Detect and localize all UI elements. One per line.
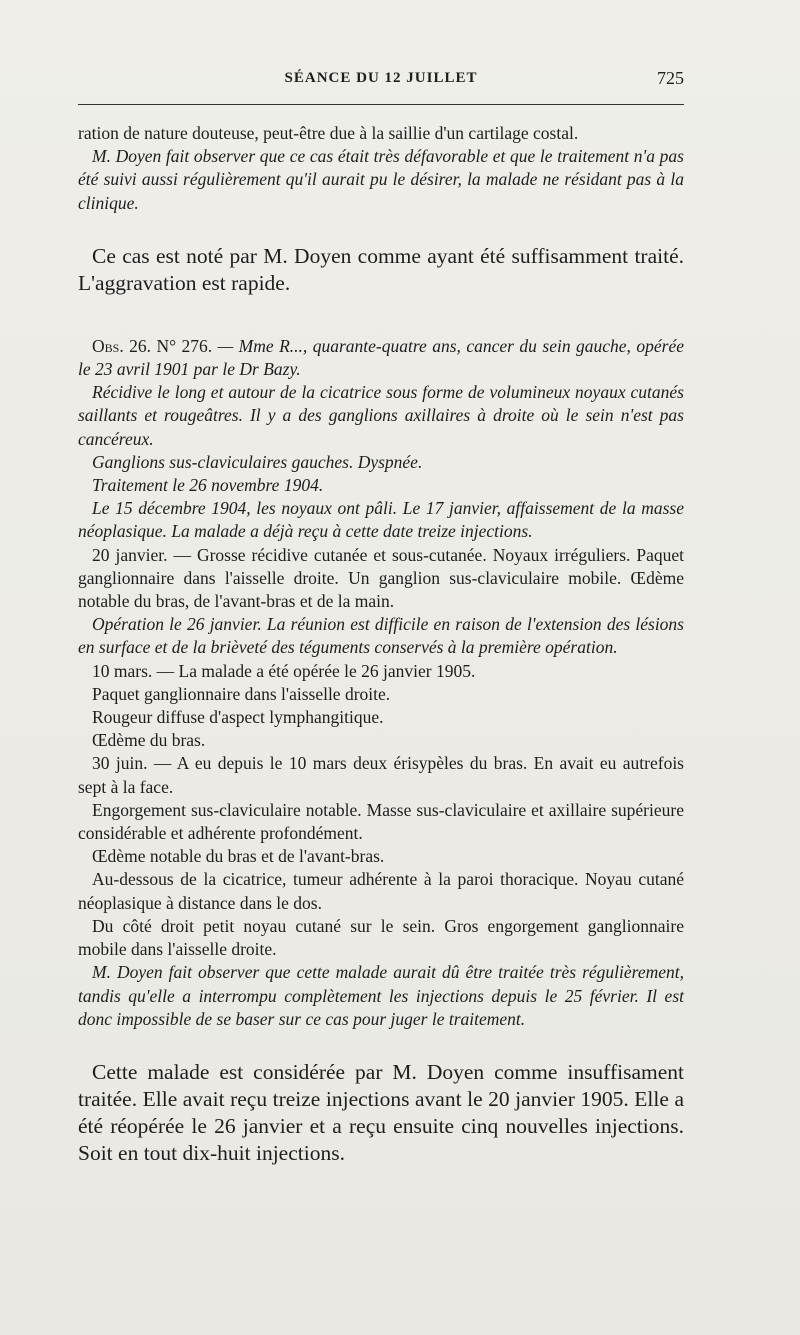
observation-heading	[78, 335, 684, 381]
engorgement-paragraph: Engorgement sus-claviculaire notable. Masse sus-claviculaire et axillaire supérieure considérable et adhérente profondément.	[78, 799, 684, 844]
oedeme-line: Œdème du bras.	[92, 730, 206, 751]
summary-paragraph-2: Cette malade est considérée par M. Doyen comme insuffisament traitée. Elle avait reçu treize injections avant le 20 janvier 1905. Elle a été réopérée le 26 janvier et a reçu ensuite cinq nouvelles injections. Soit en tout dix-huit injections.	[78, 1059, 684, 1165]
january-20-paragraph: 20 janvier. — Grosse récidive cutanée et sous-cutanée. Noyaux irréguliers. Paquet ganglionnaire dans l'aisselle droite. Un ganglion sus-claviculaire mobile. Œdème notable du bras, de l'avant-bras et de la main.	[78, 544, 684, 612]
doyen-remark-1: M. Doyen fait observer que ce cas était très défavorable et que le traitement n'a pas été suivi aussi régulièrement qu'il aurait pu le désirer, la malade ne résidant pas à la clinique.	[78, 146, 684, 213]
paquet-line: Paquet ganglionnaire dans l'aisselle droite.	[92, 683, 391, 704]
running-title: SÉANCE DU 12 JUILLET	[284, 70, 478, 86]
rougeur-line: Rougeur diffuse d'aspect lymphangitique.	[92, 707, 384, 728]
continued-paragraph: ration de nature douteuse, peut-être due à la saillie d'un cartilage costal.	[78, 123, 579, 143]
page-header	[78, 66, 684, 94]
header-rule	[78, 104, 684, 105]
ganglions-line: Ganglions sus-claviculaires gauches. Dyspnée.	[92, 451, 423, 472]
june-30-paragraph: 30 juin. — A eu depuis le 10 mars deux érisypèles du bras. En avait eu autrefois sept à la face.	[78, 753, 684, 797]
observation-label: Obs. 26. N° 276.	[92, 335, 213, 356]
recidive-paragraph: Récidive le long et autour de la cicatrice sous forme de volumineux noyaux cutanés saillants et rougeâtres. Il y a des ganglions axillaires à droite où le sein n'est pas cancéreux.	[78, 382, 684, 449]
traitement-line: Traitement le 26 novembre 1904.	[92, 475, 324, 496]
march-10-line: 10 mars. — La malade a été opérée le 26 janvier 1905.	[92, 660, 476, 681]
page-number: 725	[657, 68, 684, 88]
december-paragraph: Le 15 décembre 1904, les noyaux ont pâli. Le 17 janvier, affaissement de la masse néoplasique. La malade a déjà reçu à cette date treize injections.	[78, 498, 684, 542]
operation-paragraph: Opération le 26 janvier. La réunion est difficile en raison de l'extension des lésions en surface et de la brièveté des téguments conservés à la première opération.	[78, 614, 684, 658]
oedeme-notable-line: Œdème notable du bras et de l'avant-bras.	[92, 846, 385, 867]
doyen-remark-2: M. Doyen fait observer que cette malade aurait dû être traitée très régulièrement, tandis qu'elle a interrompu complètement les injections depuis le 25 février. Il est donc impossible de se baser sur ce cas pour juger le traitement.	[78, 962, 684, 1029]
summary-paragraph-1: Ce cas est noté par M. Doyen comme ayant été suffisamment traité. L'aggravation est rapide.	[78, 243, 684, 295]
page-body	[78, 122, 684, 1167]
cicatrice-paragraph: Au-dessous de la cicatrice, tumeur adhérente à la paroi thoracique. Noyau cutané néoplasique à distance dans le dos.	[78, 869, 684, 913]
observation-intro: — Mme R..., quarante-quatre ans, cancer du sein gauche, opérée le 23 avril 1901 par le Dr Bazy.	[78, 335, 684, 380]
cote-droit-paragraph: Du côté droit petit noyau cutané sur le sein. Gros engorgement ganglionnaire mobile dans l'aisselle droite.	[78, 915, 684, 960]
